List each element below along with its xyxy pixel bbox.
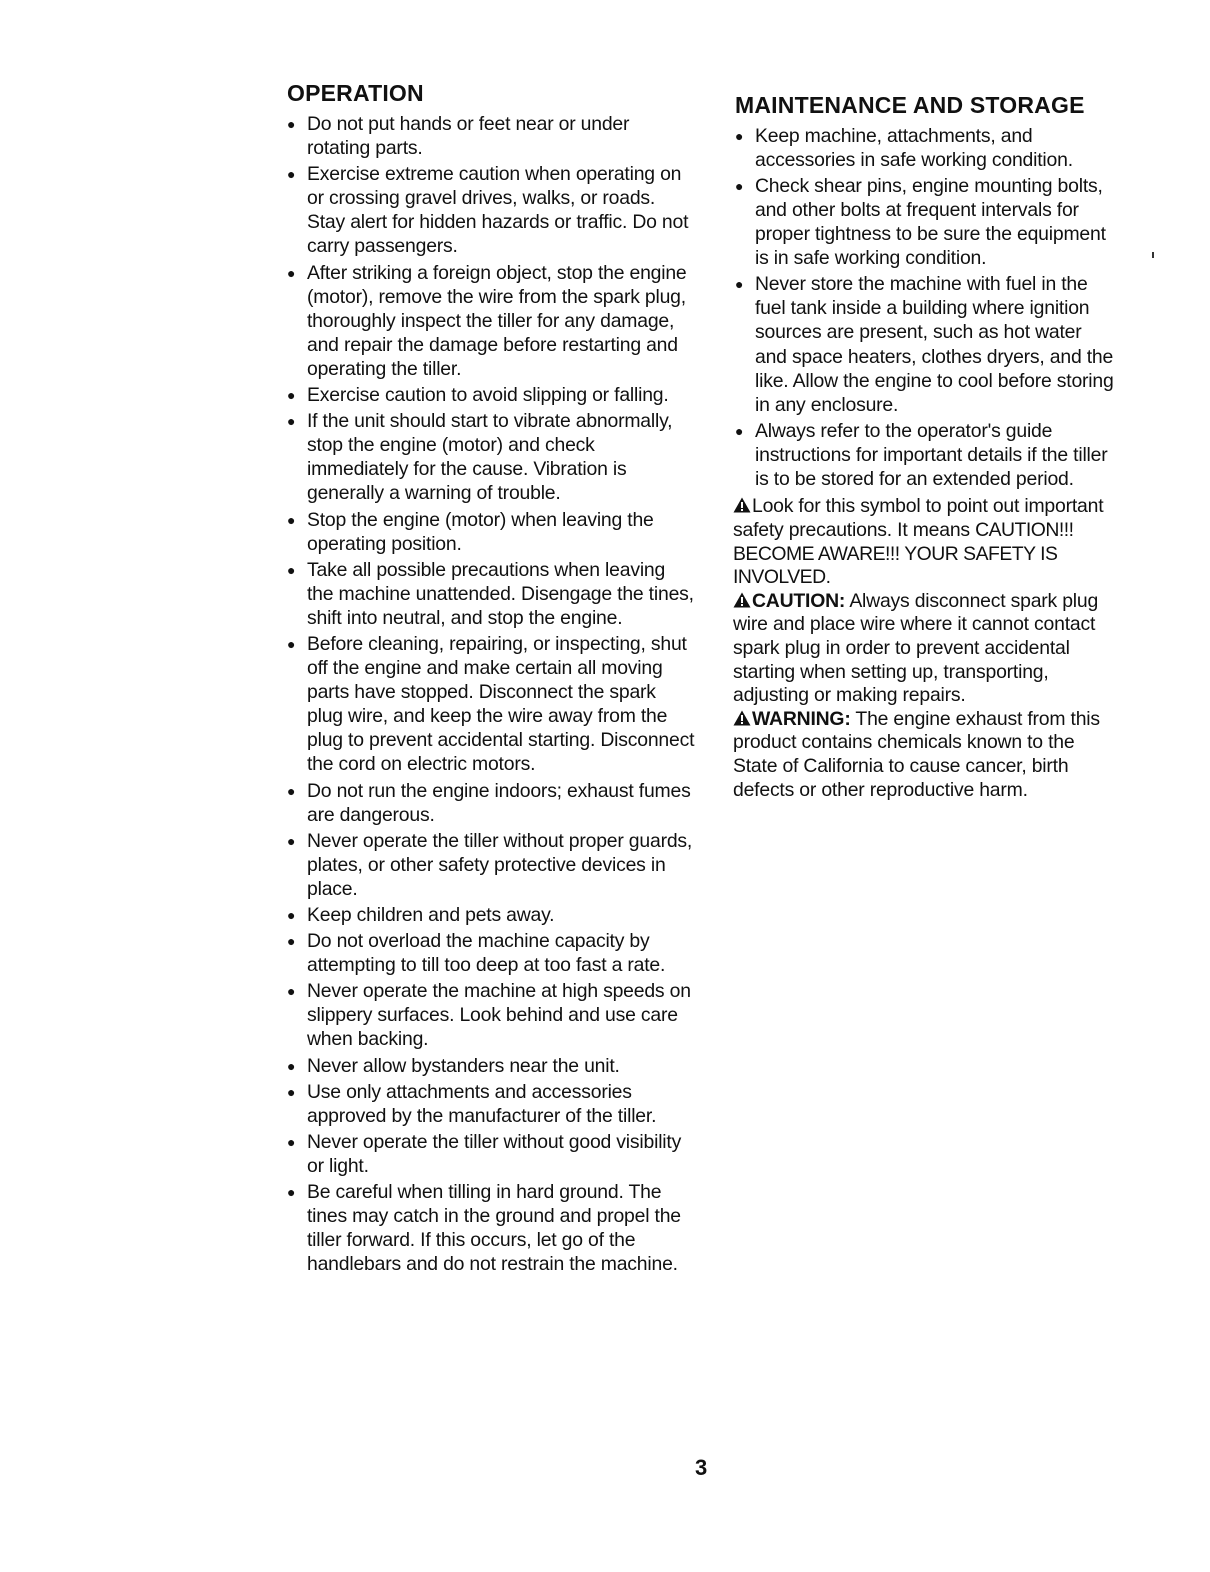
warning-notice: WARNING: The engine exhaust from this product contains chemicals known to the State of California to cause cancer, birth defects or other reproductive harm. — [733, 707, 1100, 801]
bullet-icon: ● — [287, 413, 296, 430]
bullet-icon: ● — [287, 511, 296, 528]
list-item: ● Keep children and pets away. — [287, 904, 555, 926]
bullet-icon: ● — [287, 387, 296, 404]
maintenance-section — [733, 90, 1118, 802]
symbol-notice-caps: CAUTION!!! BECOME AWARE!!! YOUR SAFETY IS INVOLVED. — [733, 519, 1074, 589]
scan-speck — [1152, 252, 1154, 258]
list-item: ● Use only attachments and accessories approved by the manufacturer of the tiller. — [287, 1080, 657, 1127]
list-item: ● Exercise caution to avoid slipping or falling. — [287, 384, 669, 407]
list-item: ● Do not put hands or feet near or under rotating parts. — [287, 113, 630, 160]
list-item: ● After striking a foreign object, stop the engine (motor), remove the wire from the spark plug, thoroughly inspect the tiller for any damage, and repair the damage before restarting and operating the tiller. — [287, 261, 687, 380]
bullet-icon: ● — [287, 561, 296, 578]
list-item: ● If the unit should start to vibrate abnormally, stop the engine (motor) and check immediately for the cause. Vibration is generally a warning of trouble. — [287, 410, 673, 505]
bullet-icon: ● — [287, 983, 296, 1000]
list-item: ● Be careful when tilling in hard ground. The tines may catch in the ground and propel the tiller forward. If this occurs, let go of the handlebars and do not restrain the machine. — [287, 1181, 681, 1276]
list-item: ● Do not run the engine indoors; exhaust fumes are dangerous. — [287, 779, 691, 826]
warning-triangle-icon — [733, 710, 751, 726]
bullet-icon: ● — [287, 1083, 296, 1100]
bullet-icon: ● — [287, 116, 296, 132]
bullet-icon: ● — [735, 128, 744, 144]
bullet-icon: ● — [287, 166, 296, 183]
bullet-icon: ● — [735, 275, 744, 292]
maintenance-list — [733, 124, 1118, 491]
warning-triangle-icon — [733, 592, 751, 608]
bullet-icon: ● — [287, 907, 296, 923]
maintenance-heading: MAINTENANCE AND STORAGE — [735, 92, 1085, 118]
bullet-icon: ● — [287, 635, 296, 652]
warning-triangle-icon — [733, 497, 751, 513]
list-item: ● Never operate the machine at high speeds on slippery surfaces. Look behind and use care when backing. — [287, 980, 691, 1051]
bullet-icon: ● — [287, 933, 296, 950]
page-number: 3 — [695, 1455, 708, 1480]
list-item: ● Always refer to the operator's guide instructions for important details if the tiller is to be stored for an extended period. — [735, 419, 1108, 491]
list-item: ● Stop the engine (motor) when leaving the operating position. — [287, 508, 654, 555]
bullet-icon: ● — [287, 264, 296, 281]
list-item: ● Never operate the tiller without proper guards, plates, or other safety protective devices in place. — [287, 829, 693, 900]
operation-list — [285, 112, 695, 1276]
list-item: ● Keep machine, attachments, and accessories in safe working condition. — [735, 125, 1073, 172]
bullet-icon: ● — [287, 782, 296, 799]
bullet-icon: ● — [287, 1133, 296, 1150]
caution-notice: CAUTION: Always disconnect spark plug wire and place wire where it cannot contact spark plug in order to prevent accidental starting when setting up, transporting, adjusting or making repairs. — [733, 589, 1099, 707]
operation-heading: OPERATION — [287, 80, 424, 106]
list-item: ● Never allow bystanders near the unit. — [287, 1054, 620, 1077]
bullet-icon: ● — [287, 1057, 296, 1074]
warning-label: WARNING: — [752, 707, 851, 730]
list-item: ● Never operate the tiller without good visibility or light. — [287, 1130, 682, 1177]
list-item: ● Do not overload the machine capacity by attempting to till too deep at too fast a rate. — [287, 930, 666, 977]
symbol-notice: Look for this symbol to point out important safety precautions. It means CAUTION!!! BECOME AWARE!!! YOUR SAFETY IS INVOLVED. — [733, 495, 1104, 589]
bullet-icon: ● — [735, 177, 744, 194]
bullet-icon: ● — [735, 422, 744, 439]
bullet-icon: ● — [287, 1184, 296, 1201]
bullet-icon: ● — [287, 832, 296, 849]
list-item: ● Before cleaning, repairing, or inspecting, shut off the engine and make certain all moving parts have stopped. Disconnect the spark plug wire, and keep the wire away from the plug to prevent accidental starting. Disconnect the cord on electric motors. — [287, 632, 695, 776]
caution-label: CAUTION: — [752, 589, 846, 612]
operation-section — [285, 78, 695, 1278]
list-item: ● Check shear pins, engine mounting bolts, and other bolts at frequent intervals for proper tightness to be sure the equipment is in safe working condition. — [735, 174, 1106, 270]
list-item: ● Exercise extreme caution when operating on or crossing gravel drives, walks, or roads. Stay alert for hidden hazards or traffic. Do not carry passengers. — [287, 163, 689, 258]
list-item: ● Take all possible precautions when leaving the machine unattended. Disengage the tines, shift into neutral, and stop the engine. — [287, 558, 694, 629]
list-item: ● Never store the machine with fuel in the fuel tank inside a building where ignition sources are present, such as hot water and space heaters, clothes dryers, and the like. Allow the engine to cool before storing in any enclosure. — [735, 272, 1114, 417]
